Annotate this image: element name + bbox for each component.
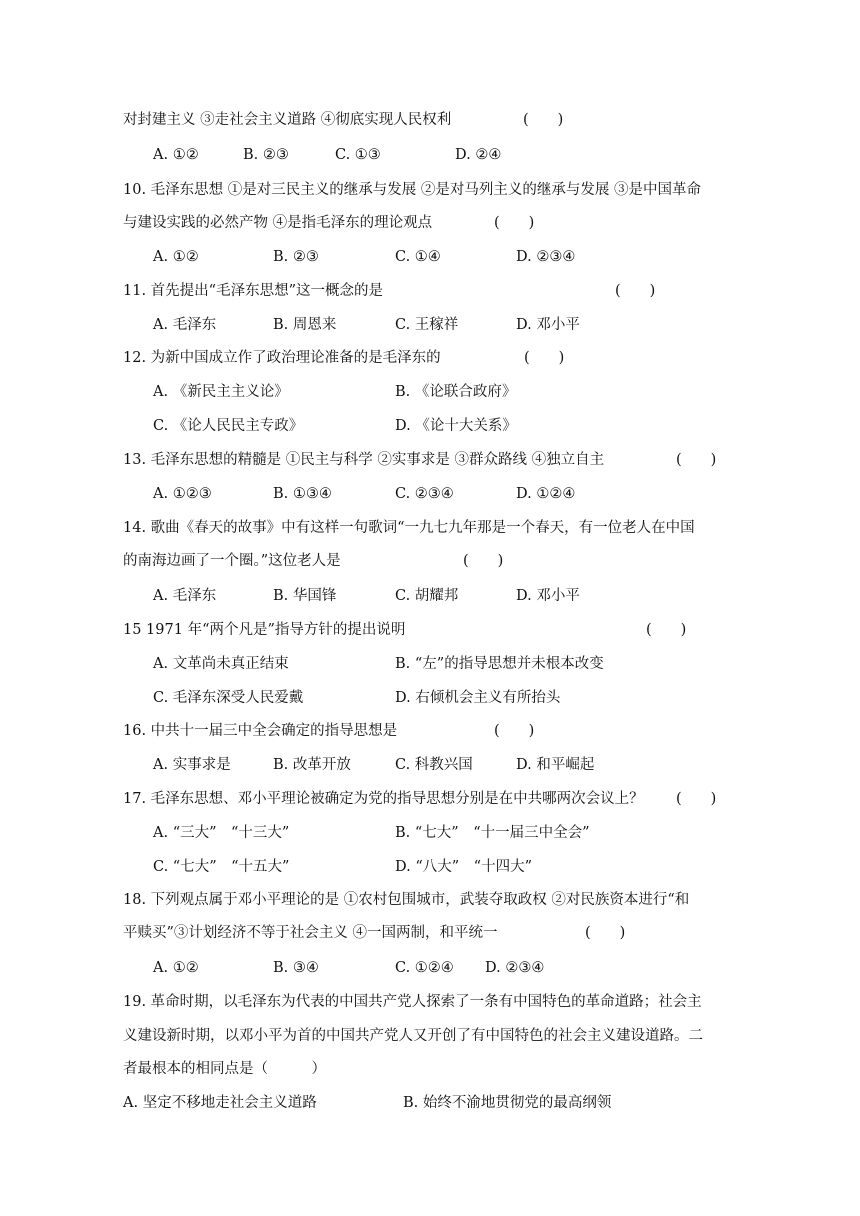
option-b: B. “七大” “十一届三中全会” <box>395 825 590 841</box>
option-a: A. 《新民主主义论》 <box>153 384 289 400</box>
option-c: C. 科教兴国 <box>395 757 473 773</box>
answer-parenthesis: ( ) <box>585 925 626 941</box>
question-14-line1: 14. 歌曲《春天的故事》中有这样一句歌词“一九七九年那是一个春天，有一位老人在中国 <box>123 520 695 536</box>
option-a: A. ①② <box>153 147 199 163</box>
option-d: D. 邓小平 <box>516 317 580 333</box>
option-d: D. “八大” “十四大” <box>395 859 532 875</box>
option-a: A. ①② <box>153 249 199 265</box>
option-a: A. 毛泽东 <box>153 588 217 604</box>
question-14-line2: 的南海边画了一个圈。”这位老人是 <box>123 553 341 569</box>
question-12-stem: 12. 为新中国成立作了政治理论准备的是毛泽东的 <box>123 350 441 366</box>
option-b: B. “左”的指导思想并未根本改变 <box>395 656 604 672</box>
option-b: B. 周恩来 <box>273 317 337 333</box>
question-16-stem: 16. 中共十一届三中全会确定的指导思想是 <box>123 723 398 739</box>
option-d: D. 邓小平 <box>516 588 580 604</box>
option-b: B. ②③ <box>243 147 289 163</box>
option-c: C. ①③ <box>335 147 381 163</box>
option-a: A. 文革尚未真正结束 <box>153 656 289 672</box>
question-13-stem: 13. 毛泽东思想的精髓是 ①民主与科学 ②实事求是 ③群众路线 ④独立自主 <box>123 452 605 468</box>
option-d: D. 右倾机会主义有所抬头 <box>395 690 561 706</box>
option-a: A. ①②③ <box>153 486 212 502</box>
question-11-stem: 11. 首先提出“毛泽东思想”这一概念的是 <box>123 283 383 299</box>
option-c: C. ①②④ <box>395 960 454 976</box>
answer-parenthesis: ( ) <box>615 283 656 299</box>
option-d: D. ②③④ <box>485 960 545 976</box>
option-d: D. ②③④ <box>516 249 576 265</box>
option-a: A. 坚定不移地走社会主义道路 <box>123 1095 317 1111</box>
question-10-line1: 10. 毛泽东思想 ①是对三民主义的继承与发展 ②是对马列主义的继承与发展 ③是中国革命 <box>123 182 701 198</box>
question-19-line1: 19. 革命时期，以毛泽东为代表的中国共产党人探索了一条有中国特色的革命道路；社会主 <box>123 994 702 1010</box>
option-b: B. 改革开放 <box>273 757 351 773</box>
answer-parenthesis: ( ) <box>523 112 564 128</box>
answer-parenthesis: ( ) <box>524 350 565 366</box>
answer-parenthesis: ( ) <box>463 553 504 569</box>
option-b: B. ①③④ <box>273 486 332 502</box>
answer-parenthesis: ( ) <box>676 791 717 807</box>
option-b: B. ③④ <box>273 960 319 976</box>
option-b: B. ②③ <box>273 249 319 265</box>
question-19-line3: 者最根本的相同点是（ ） <box>123 1061 326 1077</box>
question-9-continuation: 对封建主义 ③走社会主义道路 ④彻底实现人民权利 <box>123 112 452 128</box>
option-d: D. ②④ <box>455 147 502 163</box>
option-a: A. ①② <box>153 960 199 976</box>
option-c: C. 胡耀邦 <box>395 588 459 604</box>
option-c: C. 王稼祥 <box>395 317 459 333</box>
answer-parenthesis: ( ) <box>494 215 535 231</box>
option-d: D. ①②④ <box>516 486 576 502</box>
question-18-line1: 18. 下列观点属于邓小平理论的是 ①农村包围城市，武装夺取政权 ②对民族资本进行“和 <box>123 892 690 908</box>
option-c: C. ②③④ <box>395 486 454 502</box>
option-a: A. “三大” “十三大” <box>153 825 290 841</box>
option-b: B. 华国锋 <box>273 588 337 604</box>
answer-parenthesis: ( ) <box>646 622 687 638</box>
option-c: C. “七大” “十五大” <box>153 859 290 875</box>
option-c: C. 毛泽东深受人民爱戴 <box>153 690 304 706</box>
option-a: A. 实事求是 <box>153 757 231 773</box>
answer-parenthesis: ( ) <box>494 723 535 739</box>
question-15-stem: 15 1971 年“两个凡是”指导方针的提出说明 <box>123 622 406 638</box>
question-10-line2: 与建设实践的必然产物 ④是指毛泽东的理论观点 <box>123 215 433 231</box>
question-17-stem: 17. 毛泽东思想、邓小平理论被确定为党的指导思想分别是在中共哪两次会议上？ <box>123 791 644 807</box>
option-c: C. ①④ <box>395 249 441 265</box>
question-18-line2: 平赎买”③计划经济不等于社会主义 ④一国两制，和平统一 <box>123 925 498 941</box>
option-c: C. 《论人民民主专政》 <box>153 418 304 434</box>
option-d: D. 和平崛起 <box>516 757 595 773</box>
question-19-line2: 义建设新时期，以邓小平为首的中国共产党人又开创了有中国特色的社会主义建设道路。二 <box>123 1028 703 1044</box>
option-b: B. 《论联合政府》 <box>395 384 517 400</box>
answer-parenthesis: ( ) <box>676 452 717 468</box>
option-b: B. 始终不渝地贯彻党的最高纲领 <box>403 1095 612 1111</box>
option-a: A. 毛泽东 <box>153 317 217 333</box>
option-d: D. 《论十大关系》 <box>395 418 517 434</box>
